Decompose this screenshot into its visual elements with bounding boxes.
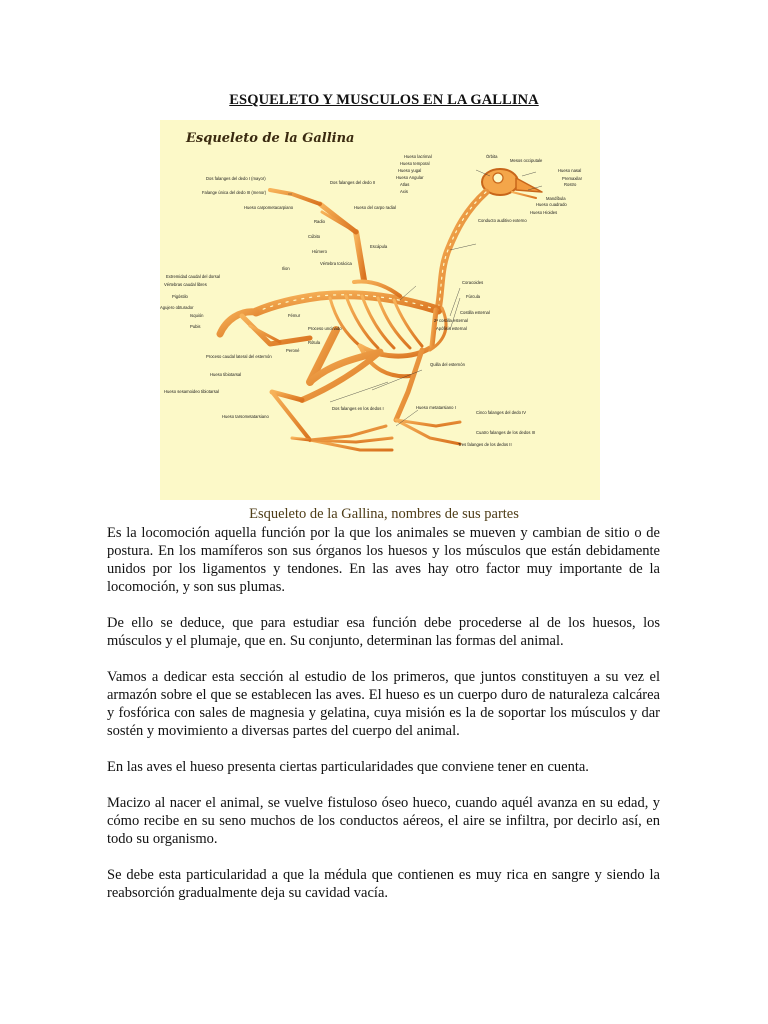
figure-label: Pigóstilo xyxy=(172,294,188,299)
figure-label: Hueso sesamoideo tibiotarsal xyxy=(164,389,219,394)
figure-label: Hueso carpometacarpiano xyxy=(244,205,294,210)
figure-label: Hueso temporal xyxy=(400,161,430,166)
chicken-skeleton-illustration xyxy=(160,120,600,500)
figure-label: Falange única del dedo III (menor) xyxy=(202,190,267,195)
figure-label: Hueso Angular xyxy=(396,175,424,180)
figure-label: Extremidad caudal del dorsal xyxy=(166,274,221,279)
figure-label: Atlas xyxy=(400,182,410,187)
document-title: ESQUELETO Y MUSCULOS EN LA GALLINA xyxy=(229,92,539,108)
figure-label: Vértebras caudal libres xyxy=(164,282,207,287)
figure-label: 2ª costilla esternal xyxy=(434,318,468,323)
paragraph-4: En las aves el hueso presenta ciertas particularidades que conviene tener en cuenta. xyxy=(107,759,589,775)
figure-label: Hueso metatarsiano I xyxy=(416,405,456,410)
figure-label: Hueso cuadrado xyxy=(536,202,567,207)
paragraph-1: Es la locomoción aquella función por la que los animales se mueven y cambian de sitio o de postura. En los mamíferos son sus órganos los huesos y los músculos que están debidamente unidos por los ligamentos y tendones. En las aves hay otro factor muy importante de la locomoción, y son sus plumas. xyxy=(107,525,660,595)
figure-label: Hueso del carpo radial xyxy=(354,205,396,210)
figure-label: Vértebra torácica xyxy=(320,261,352,266)
figure-label: Isquión xyxy=(190,313,204,318)
figure-label: Cúbito xyxy=(308,234,321,239)
figure-label: Dos falanges del dedo II xyxy=(330,180,376,185)
figure-label: Proceso uncinado xyxy=(308,326,342,331)
figure-label: Axis xyxy=(400,189,408,194)
figure-label: Premaxilar xyxy=(562,176,583,181)
figure-label: Conducto auditivo externo xyxy=(478,218,527,223)
skeleton-figure xyxy=(160,120,600,500)
figure-label: Rótula xyxy=(308,340,321,345)
figure-label: Agujero obturador xyxy=(160,305,194,310)
figure-label: Proceso caudal lateral del esternón xyxy=(206,354,272,359)
article-body xyxy=(107,524,660,920)
figure-label: Costilla esternal xyxy=(460,310,490,315)
paragraph-5: Macizo al nacer el animal, se vuelve fistuloso óseo hueco, cuando aquél avanza en su edad, y cómo recibe en su seno muchos de los conductos aéreos, el aire se infiltra, por decirlo así, en todo su organismo. xyxy=(107,795,660,847)
figure-label: Pubis xyxy=(190,324,201,329)
figure-label: Hueso tarsometatarsiano xyxy=(222,414,269,419)
figure-label: Fúrcula xyxy=(466,294,480,299)
figure-label: Mesos occiputale xyxy=(510,158,543,163)
figure-label: Ilion xyxy=(282,266,290,271)
figure-label: Mandíbula xyxy=(546,196,566,201)
figure-label: Coracoides xyxy=(462,280,484,285)
paragraph-3: Vamos a dedicar esta sección al estudio de los primeros, que juntos constituyen a su vez el armazón sobre el que se establecen las aves. El hueso es un cuerpo duro de naturaleza calcárea y fosfórica con sales de magnesia y gelatina, cuya misión es la de soportar los músculos y dar sostén y movimiento a diversas partes del cuerpo del animal. xyxy=(107,669,660,739)
figure-label: Órbita xyxy=(486,154,498,159)
figure-label: Hueso Hioides xyxy=(530,210,558,215)
figure-label: Quilla del esternón xyxy=(430,362,465,367)
figure-label: Fémur xyxy=(288,313,301,318)
figure-label: Cinco falanges del dedo IV xyxy=(476,410,527,415)
figure-label: Hueso nasal xyxy=(558,168,582,173)
figure-label: Hueso yugal xyxy=(398,168,422,173)
paragraph-6: Se debe esta particularidad a que la médula que contienen es muy rica en sangre y siendo la reabsorción gradualmente deja su cavidad vacía. xyxy=(107,867,660,901)
figure-label: Peroné xyxy=(286,348,300,353)
figure-label: Dos falanges en los dedos I xyxy=(332,406,384,411)
figure-label: Escápula xyxy=(370,244,388,249)
figure-label: Rostro xyxy=(564,182,577,187)
figure-label: Cuatro falanges de los dedos III xyxy=(476,430,536,435)
figure-caption: Esqueleto de la Gallina, nombres de sus partes xyxy=(249,506,519,522)
figure-label: Tres falanges de los dedos II xyxy=(458,442,512,447)
figure-label: Hueso lacrimal xyxy=(404,154,432,159)
figure-label: Apófisis esternal xyxy=(436,326,467,331)
figure-label: Húmero xyxy=(312,249,327,254)
figure-label: Radio xyxy=(314,219,325,224)
figure-label: Hueso tibiotarsal xyxy=(210,372,242,377)
figure-label: Dos falanges del dedo I (mayor) xyxy=(206,176,266,181)
paragraph-2: De ello se deduce, que para estudiar esa función debe procederse al de los huesos, los músculos y el plumaje, que en. Su conjunto, determinan las formas del animal. xyxy=(107,615,660,649)
figure-heading: Esqueleto de la Gallina xyxy=(186,131,355,146)
